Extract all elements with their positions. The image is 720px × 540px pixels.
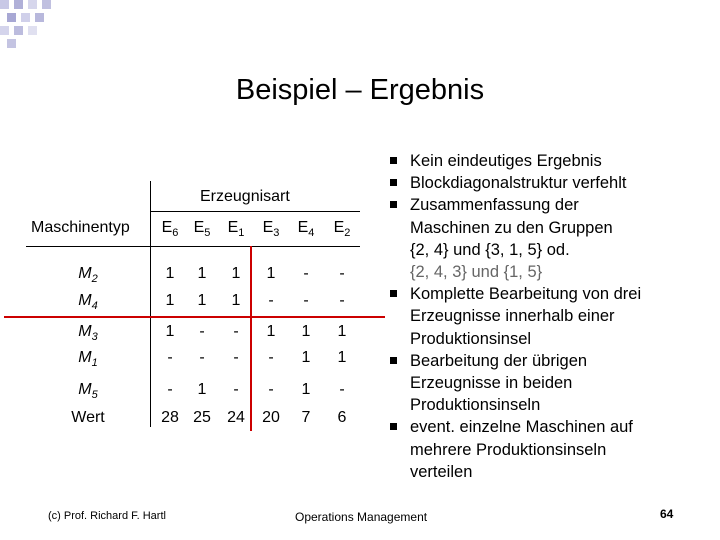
- table-cell: 1: [197, 292, 207, 309]
- bullet-text-grey: {2, 4, 3} und {1, 5}: [410, 263, 543, 282]
- row-label-index: 1: [91, 357, 98, 369]
- deco-square: [42, 0, 51, 9]
- bullet-square-icon: [390, 179, 397, 186]
- table-cell: -: [339, 265, 345, 282]
- bullet-text: Erzeugnisse in beiden: [410, 374, 573, 393]
- bullet-text: Zusammenfassung der: [410, 196, 579, 215]
- bullet-square-icon: [390, 201, 397, 208]
- table-cell: 1: [197, 381, 207, 398]
- bullet-text: verteilen: [410, 462, 473, 481]
- header-rule: [26, 246, 360, 247]
- bullet-item: [387, 194, 707, 283]
- table-cell: 25: [193, 409, 211, 426]
- deco-square: [7, 39, 16, 48]
- table-cell: -: [199, 349, 205, 366]
- deco-square: [14, 0, 23, 9]
- table-cell: -: [167, 349, 173, 366]
- table-cell: 1: [266, 265, 276, 282]
- table-cell: 1: [165, 292, 175, 309]
- column-header-label: E: [193, 219, 205, 236]
- row-label-m1: [53, 349, 123, 367]
- footer-author: (c) Prof. Richard F. Hartl: [48, 510, 166, 522]
- deco-square: [28, 0, 37, 9]
- table-cell: -: [303, 265, 309, 282]
- table-cell: 1: [301, 349, 311, 366]
- deco-square: [28, 26, 37, 35]
- row-label-text: M: [78, 349, 92, 366]
- row-label-m5: [53, 381, 123, 399]
- row-label-m2: [53, 265, 123, 283]
- deco-square: [21, 13, 30, 22]
- table-cell: 7: [301, 409, 311, 426]
- deco-square: [0, 26, 9, 35]
- table-cell: 1: [301, 381, 311, 398]
- bullet-text: event. einzelne Maschinen auf: [410, 418, 633, 437]
- column-header-index: 1: [238, 227, 245, 239]
- column-header-label: E: [297, 219, 309, 236]
- column-header-e6: [155, 219, 185, 237]
- table-cell: 1: [231, 292, 241, 309]
- table-cell: 1: [301, 323, 311, 340]
- bullet-item: [387, 283, 707, 350]
- table-group-header: Erzeugnisart: [200, 188, 290, 205]
- column-header-index: 6: [172, 227, 179, 239]
- table-cell: -: [303, 292, 309, 309]
- column-header-label: E: [161, 219, 173, 236]
- slide-title: Beispiel – Ergebnis: [235, 74, 485, 106]
- table-cell: -: [233, 381, 239, 398]
- column-header-index: 3: [273, 227, 280, 239]
- row-label-index: 3: [91, 331, 98, 343]
- bullet-text: Maschinen zu den Gruppen: [410, 218, 613, 237]
- table-cell: 1: [337, 349, 347, 366]
- table-cell: -: [199, 323, 205, 340]
- table-cell: -: [339, 292, 345, 309]
- label-rule: [150, 181, 151, 427]
- bullet-item: [387, 150, 707, 172]
- row-label-text: M: [78, 265, 92, 282]
- bullet-square-icon: [390, 357, 397, 364]
- table-cell: 20: [262, 409, 280, 426]
- column-header-e2: [327, 219, 357, 237]
- column-header-index: 2: [344, 227, 351, 239]
- table-cell: 24: [227, 409, 245, 426]
- row-label-index: 4: [91, 300, 98, 312]
- deco-square: [7, 13, 16, 22]
- table-cell: 1: [197, 265, 207, 282]
- row-label-m3: [53, 323, 123, 341]
- bullet-square-icon: [390, 157, 397, 164]
- table-cell: -: [268, 381, 274, 398]
- table-cell: 1: [165, 265, 175, 282]
- column-header-label: E: [227, 219, 239, 236]
- row-label-text: Wert: [71, 409, 105, 426]
- bullet-text: Kein eindeutiges Ergebnis: [410, 152, 602, 170]
- table-row-header: Maschinentyp: [31, 219, 130, 236]
- row-label-text: M: [78, 323, 92, 340]
- deco-square: [35, 13, 44, 22]
- column-header-index: 5: [204, 227, 211, 239]
- bullet-text: Bearbeitung der übrigen: [410, 351, 588, 370]
- deco-square: [0, 0, 9, 9]
- column-header-e4: [291, 219, 321, 237]
- page-number: 64: [660, 507, 674, 521]
- bullet-square-icon: [390, 290, 397, 297]
- table-cell: -: [233, 323, 239, 340]
- group-header-rule: [150, 211, 360, 212]
- column-header-label: E: [333, 219, 345, 236]
- column-header-label: E: [262, 219, 274, 236]
- bullet-text: {2, 4} und {3, 1, 5} od.: [410, 240, 570, 259]
- bullet-list: [387, 150, 707, 483]
- bullet-item: [387, 350, 707, 417]
- bullet-text: Erzeugnisse innerhalb einer: [410, 307, 615, 326]
- column-header-e1: [221, 219, 251, 237]
- table-cell: 28: [161, 409, 179, 426]
- table-cell: -: [339, 381, 345, 398]
- bullet-text: Blockdiagonalstruktur verfehlt: [410, 174, 627, 193]
- bullet-item: [387, 172, 707, 194]
- table-cell: -: [268, 292, 274, 309]
- table-cell: 6: [337, 409, 347, 426]
- row-label-text: M: [78, 292, 92, 309]
- bullet-square-icon: [390, 423, 397, 430]
- row-label-text: M: [78, 381, 92, 398]
- row-label-index: 5: [91, 389, 98, 401]
- row-label-wert: [53, 409, 123, 427]
- footer-course: Operations Management: [295, 510, 428, 524]
- table-cell: -: [268, 349, 274, 366]
- corner-decoration: [0, 0, 60, 45]
- table-cell: 1: [337, 323, 347, 340]
- column-header-index: 4: [308, 227, 315, 239]
- bullet-text: Produktionsinseln: [410, 396, 541, 415]
- column-header-e5: [187, 219, 217, 237]
- bullet-text: Produktionsinsel: [410, 329, 532, 348]
- bullet-item: [387, 416, 707, 483]
- table-cell: -: [233, 349, 239, 366]
- deco-square: [14, 26, 23, 35]
- table-cell: 1: [231, 265, 241, 282]
- table-cell: 1: [165, 323, 175, 340]
- column-header-e3: [256, 219, 286, 237]
- bullet-text: Komplette Bearbeitung von drei: [410, 285, 642, 304]
- table-cell: -: [167, 381, 173, 398]
- block-divider-horizontal: [4, 316, 385, 318]
- table-cell: 1: [266, 323, 276, 340]
- row-label-index: 2: [91, 273, 98, 285]
- row-label-m4: [53, 292, 123, 310]
- bullet-text: mehrere Produktionsinseln: [410, 440, 607, 459]
